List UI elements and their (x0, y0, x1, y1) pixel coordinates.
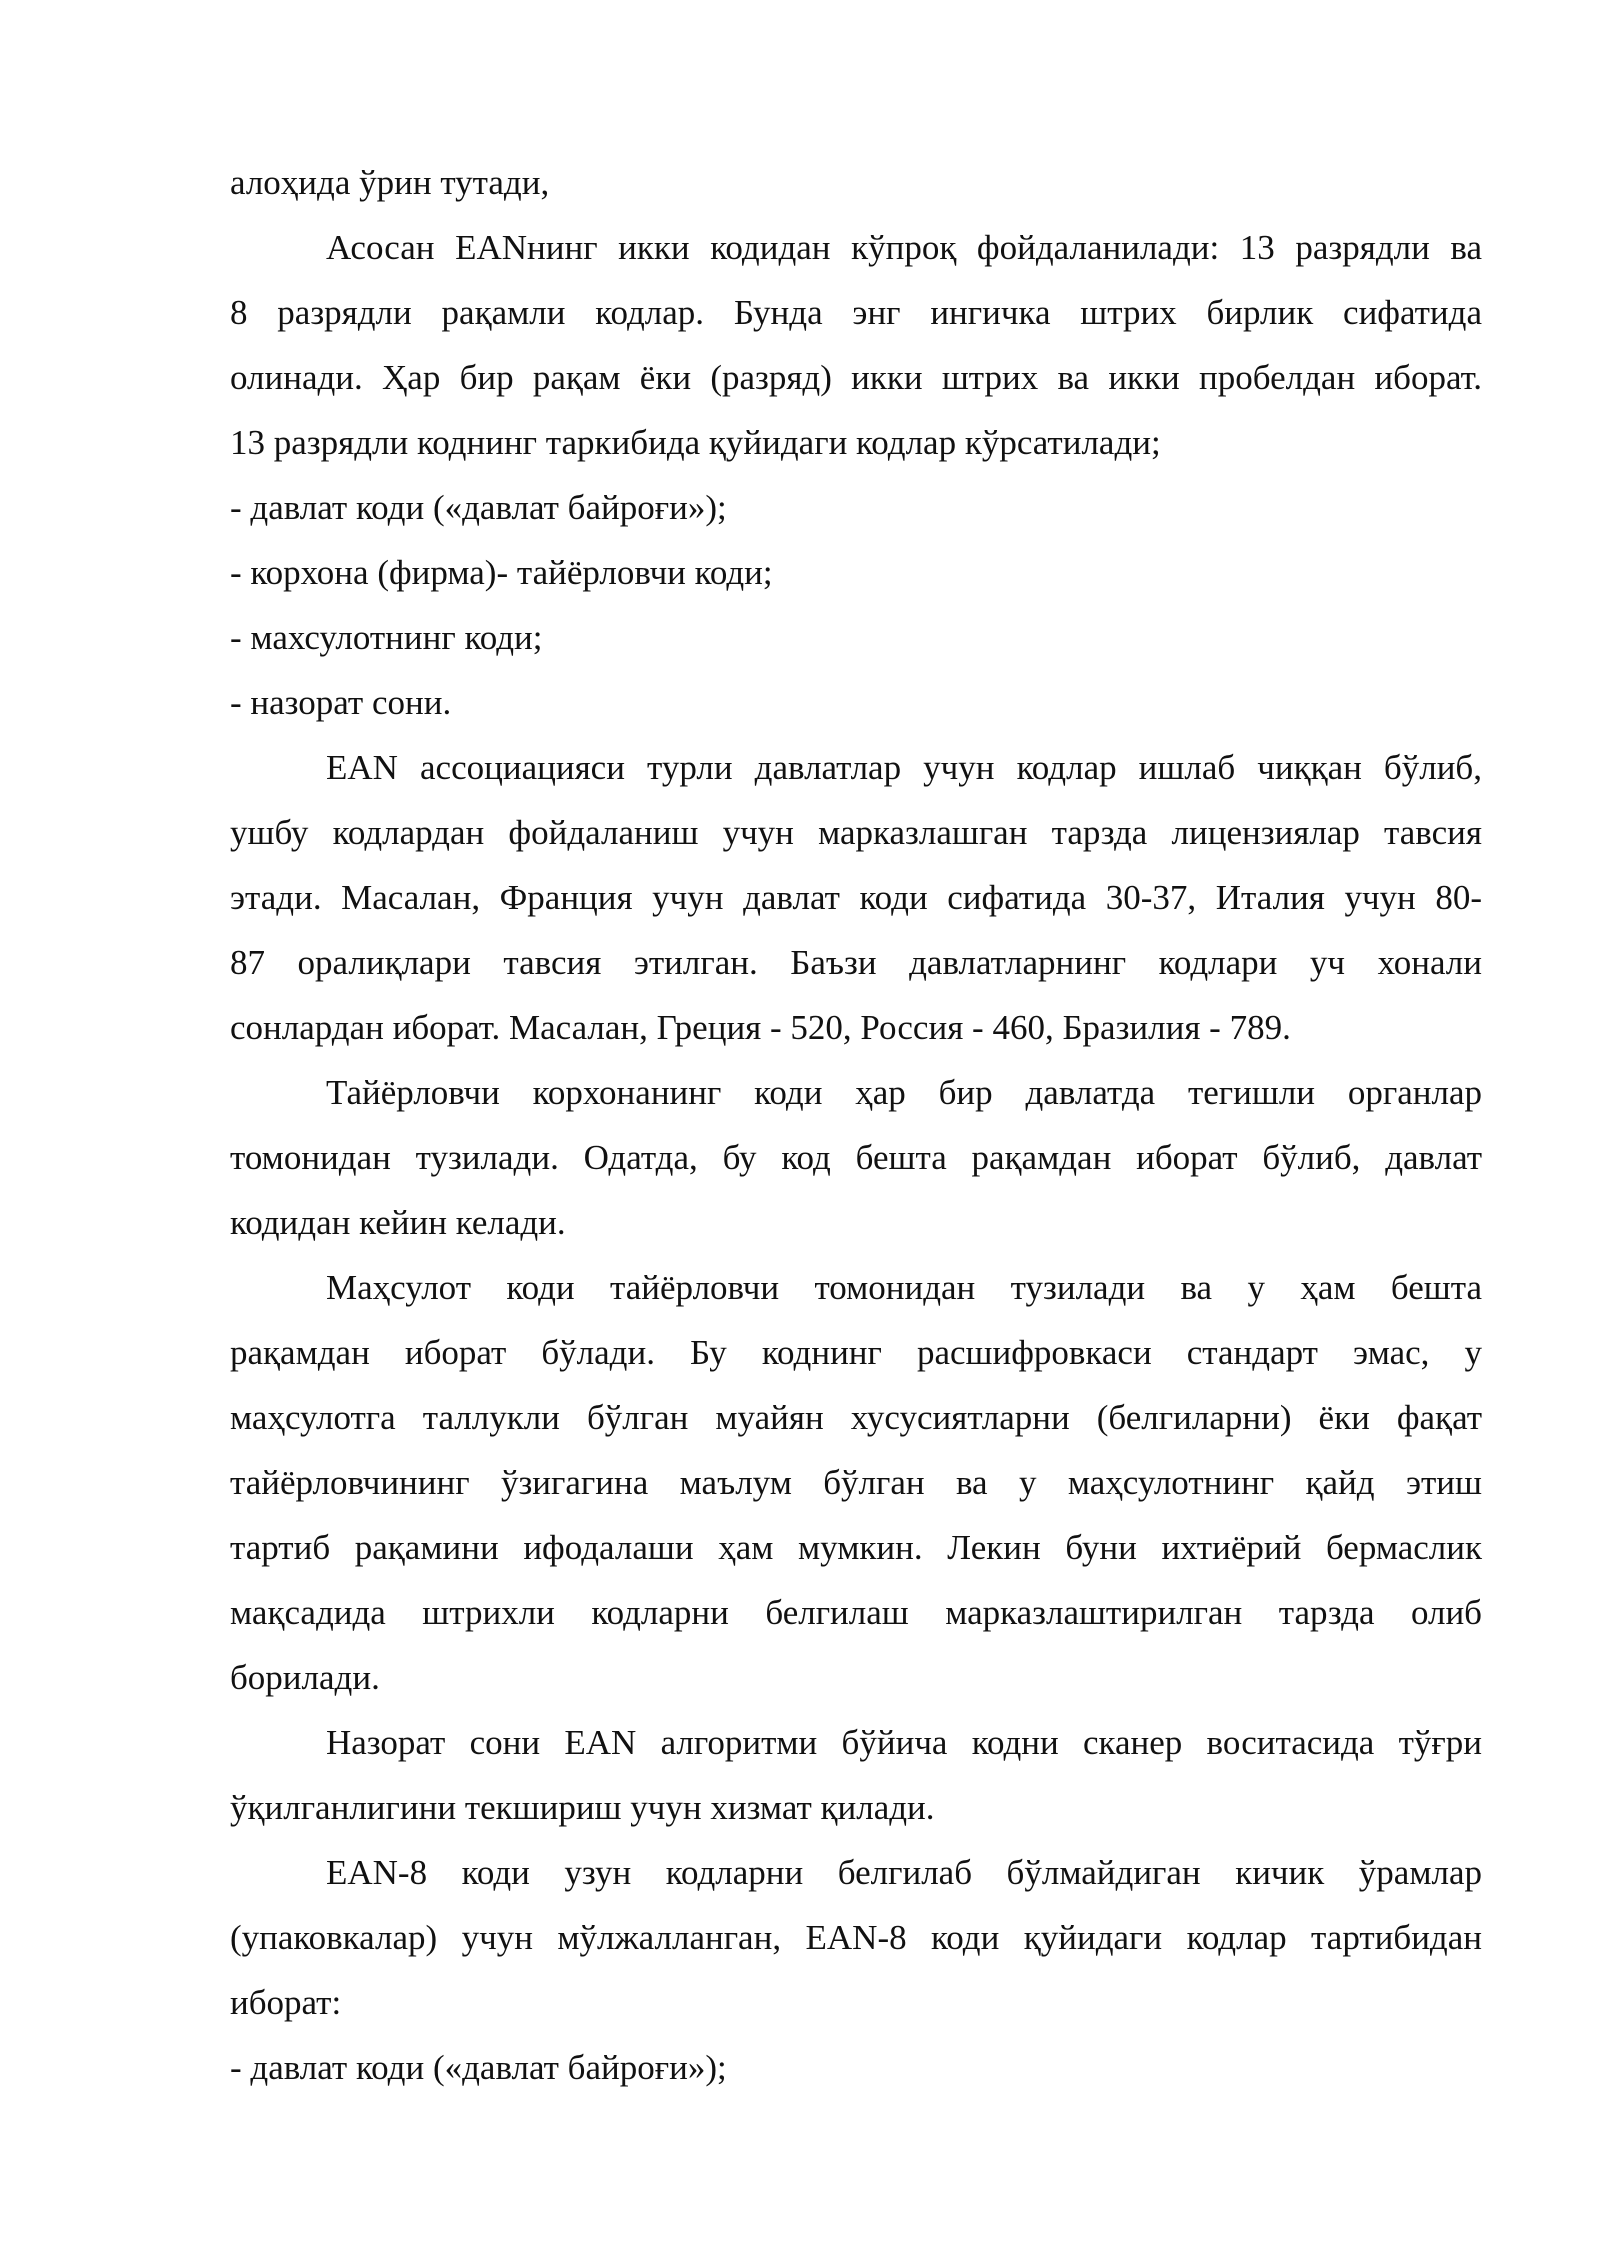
text-line: борилади. (230, 1658, 380, 1697)
paragraph-ean-association (230, 735, 1482, 1060)
text-line: маҳсулотга таллукли бўлган муайян хусусиятларни (белгиларни) ёки фақат (230, 1398, 1482, 1437)
text-line: Тайёрловчи корхонанинг коди ҳар бир давлатда тегишли органлар (326, 1073, 1482, 1112)
paragraph-manufacturer-code (230, 1060, 1482, 1255)
list-item: - корхона (фирма)- тайёрловчи коди; (230, 553, 773, 592)
text-line: тартиб рақамини ифодалаши ҳам мумкин. Лекин буни ихтиёрий бермаслик (230, 1528, 1482, 1567)
text-line: этади. Масалан, Франция учун давлат коди сифатида 30-37, Италия учун 80- (230, 878, 1482, 917)
paragraph-ean8 (230, 1840, 1482, 2035)
text-line: ўқилганлигини текшириш учун хизмат қилади. (230, 1788, 935, 1827)
document-page (230, 150, 1482, 2100)
list-item: - махсулотнинг коди; (230, 618, 543, 657)
text-line: 13 разрядли коднинг таркибида қуйидаги кодлар кўрсатилади; (230, 423, 1161, 462)
list-item: - давлат коди («давлат байроғи»); (230, 2048, 727, 2087)
paragraph-ean-codes (230, 215, 1482, 475)
text-line: тайёрловчининг ўзигагина маълум бўлган ва у маҳсулотнинг қайд этиш (230, 1463, 1482, 1502)
list-item: - давлат коди («давлат байроғи»); (230, 488, 727, 527)
text-line: 87 оралиқлари тавсия этилган. Баъзи давлатларнинг кодлари уч хонали (230, 943, 1482, 982)
text-line: EAN ассоциацияси турли давлатлар учун кодлар ишлаб чиққан бўлиб, (326, 748, 1482, 787)
paragraph-check-digit (230, 1710, 1482, 1840)
text-line: алоҳида ўрин тутади, (230, 163, 550, 202)
text-line: рақамдан иборат бўлади. Бу коднинг расшифровкаси стандарт эмас, у (230, 1333, 1482, 1372)
code-components-list (230, 475, 1482, 735)
text-line: Асосан EANнинг икки кодидан кўпроқ фойдаланилади: 13 разрядли ва (326, 228, 1482, 267)
text-line: EAN-8 коди узун кодларни белгилаб бўлмайдиган кичик ўрамлар (326, 1853, 1482, 1892)
text-line: Маҳсулот коди тайёрловчи томонидан тузилади ва у ҳам бешта (326, 1268, 1482, 1307)
text-line: кодидан кейин келади. (230, 1203, 566, 1242)
text-line: мақсадида штрихли кодларни белгилаш марказлаштирилган тарзда олиб (230, 1593, 1482, 1632)
text-line: (упаковкалар) учун мўлжалланган, EAN-8 коди қуйидаги кодлар тартибидан (230, 1918, 1482, 1957)
list-item: - назорат сони. (230, 683, 452, 722)
text-line: 8 разрядли рақамли кодлар. Бунда энг ингичка штрих бирлик сифатида (230, 293, 1482, 332)
text-line: ушбу кодлардан фойдаланиш учун марказлашган тарзда лицензиялар тавсия (230, 813, 1482, 852)
text-line: иборат: (230, 1983, 342, 2022)
text-line: Назорат сони EAN алгоритми бўйича кодни сканер воситасида тўғри (326, 1723, 1482, 1762)
text-line: олинади. Ҳар бир рақам ёки (разряд) икки штрих ва икки пробелдан иборат. (230, 358, 1482, 397)
text-line: сонлардан иборат. Масалан, Греция - 520, Россия - 460, Бразилия - 789. (230, 1008, 1291, 1047)
text-line: томонидан тузилади. Одатда, бу код бешта рақамдан иборат бўлиб, давлат (230, 1138, 1482, 1177)
paragraph-product-code (230, 1255, 1482, 1710)
ean8-components-list (230, 2035, 1482, 2100)
